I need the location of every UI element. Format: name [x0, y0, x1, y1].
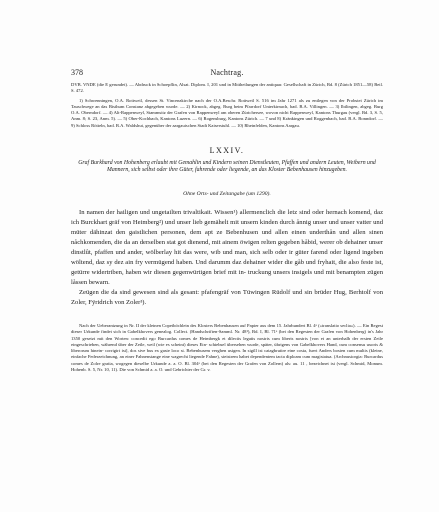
running-head: Nachtrag. [210, 68, 244, 77]
page-number: 378 [71, 68, 83, 77]
document-dating: Ohne Orts- und Zeitangabe (um 1290). [183, 191, 271, 197]
page-header [71, 68, 383, 78]
section-number: LXXIV. [209, 146, 245, 155]
place-notes: 1) Schwenningen, O.A. Rottweil, dessen St. Vincenzkirche nach der O.A.Beschr. Rottweil S. 516 im Jahr 1271 als zu entlegen von der Probstei Zürich im Tauschwege an das Bisthum Constanz abgegeben wurde. — 2) Kirnock, abgeg. Burg beim Pfarrdorf Unterkirnach, bad. B.A. Villingen. — 3) Ibilingen, abgeg. Burg O.A. Oberndorf. — 4) Alt-Rappenweyl, Stammsitz der Grafen von Rappenweyl am oberen Zürichersee, wovon nicht Rappenweyl, Kantons Thurgau (vergl. Bd. 3, S. 5, Anm. 8; S. 23, Anm. 5). — 5) Ober-Kochbach, Kantons Luzern. — 6) Rogensburg, Kantons Zürich. — 7 und 8) Kränkingen und Roggenbach, bad. B.A. Bonndorf. — 9) Schloss Rötteln, bad. B.A. Waldshut, gegenüber der aargauischen Stadt Kaiserstuhl. — 10) Rheinfelden, Kantons Aargau. [71, 97, 383, 128]
document-summary: Graf Burkhard von Hohenberg erlaubt mit Gemahlin und Kindern seinen Dienstleuten, Pfaffen und andern Leuten, Weibern und Mannern, sich selbst oder ihre Güter, fahrende oder liegende, an das Kloster Bebenhausen hinzugeben. [78, 160, 376, 174]
charter-body: In namen der hailigen und ungetailten trivaltikait. Wissen¹) allermenclich die letz sind oder hernach komend, daz ich Burckhart gräf von Heimberg²) und unser lieb gemähelt mit unsern kinden durch ånnig unser und unser vatter und müter dähinzat den gaistlichen personen, dem apt ze Bebenhusen und allen einen underthån und allen sinen nåchkomenden, die da an derselben stat got dienend, mit ainem öwigen relten gegeben håbid, werer ob dehainer unser dinstlût, pfaffen und ander, wölberlay hit das were, wib und man, sich selb oder ir güter farend oder ligend ingeben wöltend, daz sy dez ain fry vermügend haben. Und darumm daz dehainer wider die gåb und fryhait, die also feste ist, getürre widertriben, haben wir diesen gegenwürtigen brief mit in- truckung unsers insigels und mit benampten zügen låssen bewarn. [71, 209, 383, 286]
top-footnotes [71, 82, 383, 129]
critical-apparatus [71, 323, 383, 373]
charter-witnesses: Zeügen die da sind gewesen sind als gesant: pfafengräf von Tüwingen Rüdolf und sin brüder Hug, Berhtolf von Zoler, Fÿridrich von Zoler³). [71, 289, 383, 306]
source-note: DVB. VNDE (die E gerundet). — Abdruck in Schoepflin, Alsat. Diplom. I, 201 und in Mittheilungen der antiquar. Gesellschaft in Zürich, Bd. 8 (Zürich 1851—58) Beil. S. 472. [71, 82, 383, 94]
apparatus-note: Nach der Ueberantzung in Nr. II der kleinen Copeiböchlein des Klosters Bebenhausen auf Papier aus dem 15. Jahrhundert Bl. 4ᵃ (»translatio seclia«). — Ein Regest dieser Urkunde findet sich in Gabelkhovers genealog. Collect. (Handschriften-Samml. Nr. 48¹), Bd. I, Bl. 71ᵃ (bei den Regesten der Grafen von Hohenberg) in's Jahr 1350 gesetzt mit den Worten: concedit ego Burcardus comes de Heimbergk et dilectis legatis nostris cum liberis nostris [von et an unterhalb der ersten Zeile eingeschrieben, während über der Zeile, weil (wie es scheint) dieses Ein- schiebsel übersehen wurde, später, übrigens von Gabelkhovers Hand, cum consensu uxoris & liberorum hinein- corrigirt ist], dos sive bus ex gaste loco st. Bebenhusem verghen usigen. In sigill ist catagbrutire eine costa, fuert Anders bosten cum multis (kleine, einfache Federzeichnung, an einer Fahnenstange eine wagrecht liegende Fahne), steistrem habet dependentem tacta diploam cum magistatua. (Archnusiorgia: Burcardus comes de Zolre gratia, wogegen dieselbe Urkunde a. a. O. Bl. 304ᵃ (bei den Regesten der Grafen von Zollern) als: au. 11 , bezeichnet ist (vergl. Schmid, Monum. Hohenb. S. 5, Nr. 10, 11). Die von Schmid a. a. O. und Gebrichter der Gr. v. [71, 323, 383, 373]
charter-text [71, 208, 383, 308]
